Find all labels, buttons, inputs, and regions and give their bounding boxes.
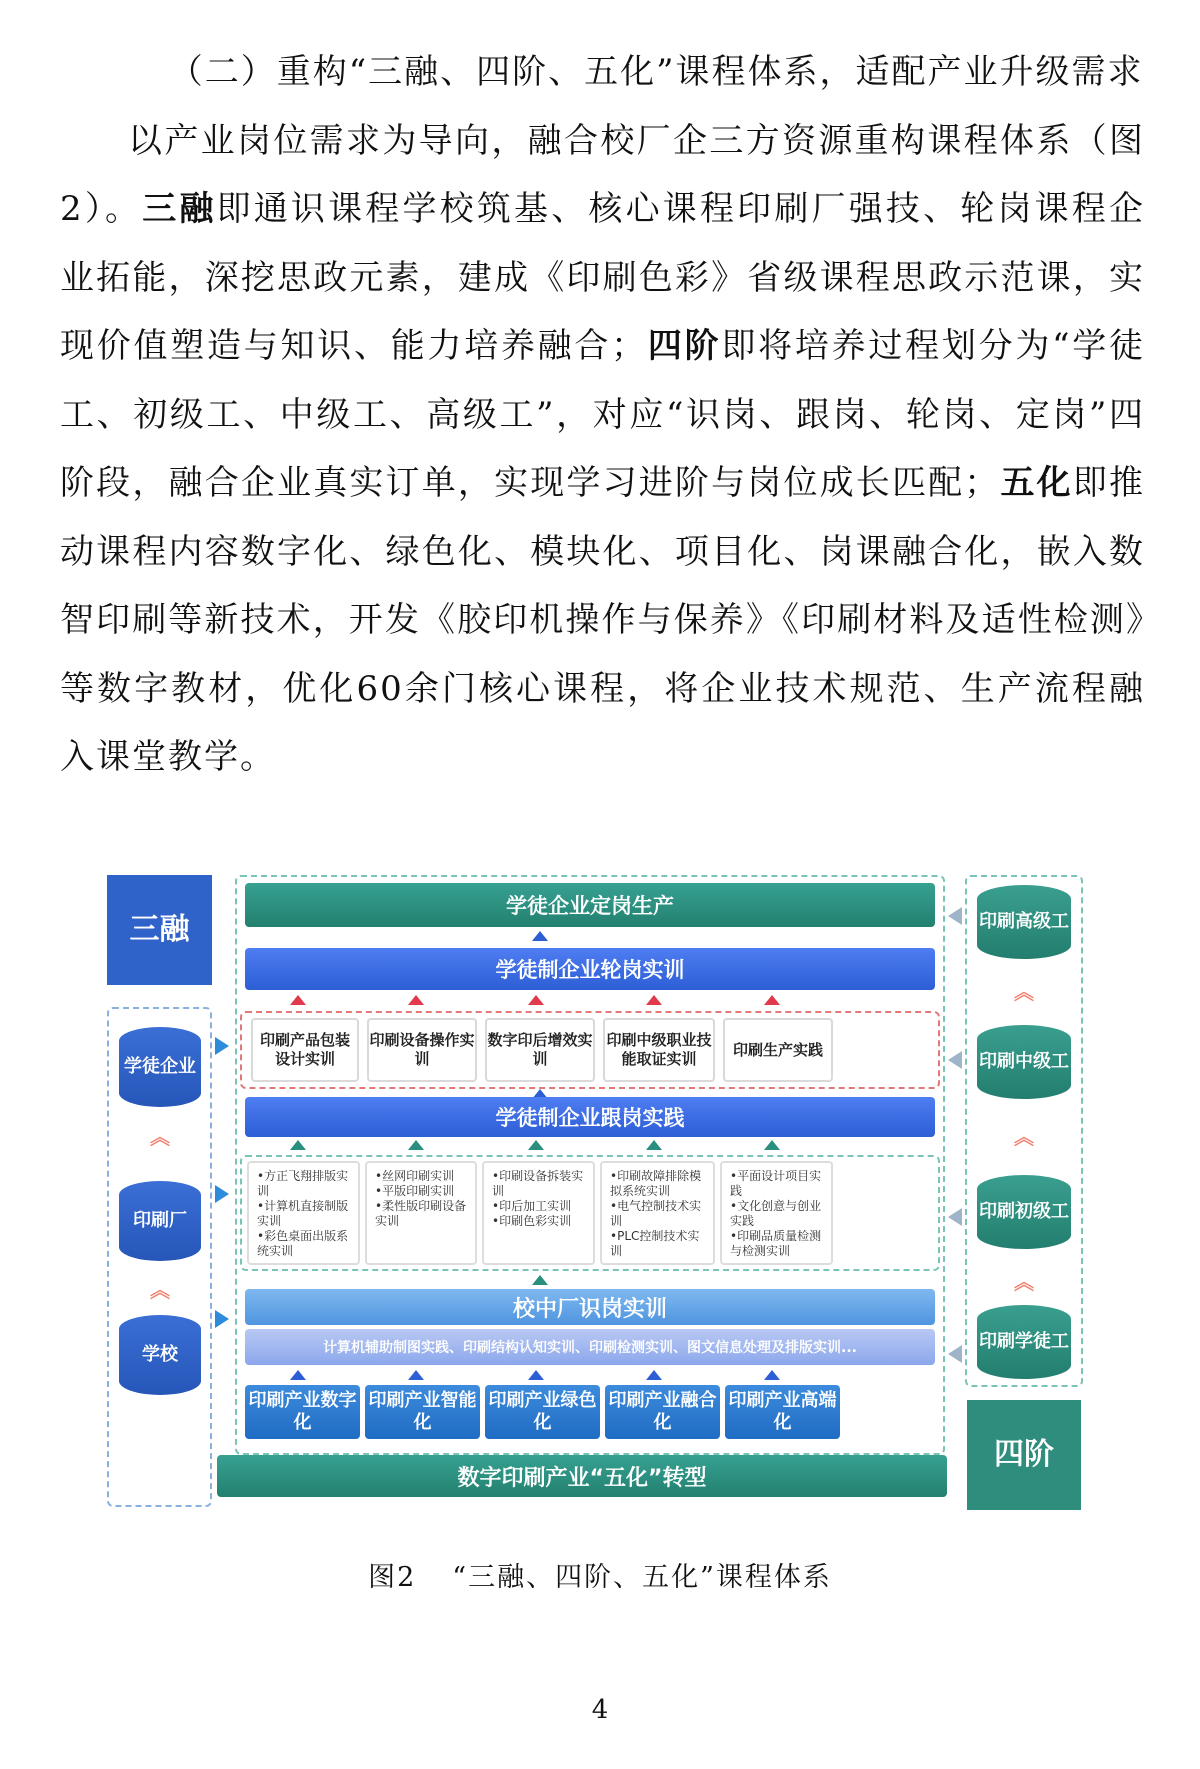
five-item: 印刷产业高端化 (725, 1385, 840, 1439)
body-text (60, 38, 1145, 792)
course-system-diagram (105, 875, 1095, 1545)
chevron-up-icon: ︽ (150, 1125, 170, 1149)
cylinder-senior-worker: 印刷高级工 (977, 885, 1071, 959)
five-item: 印刷产业智能化 (365, 1385, 480, 1439)
cylinder-printing-factory: 印刷厂 (119, 1181, 201, 1261)
cylinder-apprentice-enterprise: 学徒企业 (119, 1027, 201, 1107)
arrow-right-icon (215, 1037, 229, 1055)
school-sub-bar: 计算机辅助制图实践、印刷结构认知实训、印刷检测实训、图文信息处理及排版实训... (245, 1329, 935, 1365)
arrow-up-icon (290, 1370, 306, 1380)
five-item: 印刷产业数字化 (245, 1385, 360, 1439)
intro-text: 以产业岗位需求为导向，融合校厂企三方资源重构课程体系（图2）。 (60, 120, 1145, 229)
arrow-up-icon (408, 1370, 424, 1380)
follow-item: •方正飞翔排版实训 •计算机直接制版实训 •彩色桌面出版系统实训 (247, 1161, 360, 1265)
arrow-right-icon (215, 1310, 229, 1328)
follow-item: •印刷故障排除模拟系统实训 •电气控制技术实训 •PLC控制技术实训 (600, 1161, 715, 1265)
arrow-left-icon (948, 1051, 962, 1069)
rotation-item: 数字印后增效实训 (485, 1018, 595, 1082)
arrow-right-icon (215, 1185, 229, 1203)
sijie-text: 即将培养过程划分为“学徒工、初级工、中级工、高级工”，对应“识岗、跟岗、轮岗、定岗”四阶段，融合企业真实订单，实现学习进阶与岗位成长匹配； (60, 326, 1146, 503)
arrow-up-icon (290, 1140, 306, 1150)
caption-label: 图2 (368, 1562, 417, 1593)
chevron-up-icon: ︽ (1014, 1270, 1034, 1294)
base-bar: 数字印刷产业“五化”转型 (217, 1455, 947, 1497)
wuhua-text: 即推动课程内容数字化、绿色化、模块化、项目化、岗课融合化，嵌入数智印刷等新技术，开发《胶印机操作与保养》《印刷材料及适性检测》等数字教材，优化60余门核心课程，将企业技术规范、生产流程融入课堂教学。 (60, 463, 1146, 777)
five-item: 印刷产业融合化 (605, 1385, 720, 1439)
follow-item: •印刷设备拆装实训 •印后加工实训 •印刷色彩实训 (482, 1161, 595, 1265)
arrow-up-icon (764, 1140, 780, 1150)
rotation-item: 印刷产品包装设计实训 (251, 1018, 359, 1082)
figure-caption (0, 1555, 1200, 1594)
cylinder-intermediate-worker: 印刷中级工 (977, 1025, 1071, 1099)
arrow-up-icon (290, 995, 306, 1005)
arrow-up-icon (532, 1275, 548, 1285)
chevron-up-icon: ︽ (1014, 1125, 1034, 1149)
sanrong-text: 即通识课程学校筑基、核心课程印刷厂强技、轮岗课程企业拓能，深挖思政元素，建成《印刷色彩》省级课程思政示范课，实现价值塑造与知识、能力培养融合； (60, 189, 1145, 366)
arrow-up-icon (646, 1140, 662, 1150)
rotation-bar: 学徒制企业轮岗实训 (245, 948, 935, 990)
arrow-up-icon (646, 1370, 662, 1380)
arrow-up-icon (764, 1370, 780, 1380)
rotation-item: 印刷设备操作实训 (367, 1018, 477, 1082)
rotation-item: 印刷生产实践 (723, 1018, 833, 1082)
section-heading: （二）重构“三融、四阶、五化”课程体系，适配产业升级需求 (168, 52, 1144, 92)
arrow-up-icon (528, 1370, 544, 1380)
corner-sanrong: 三融 (107, 875, 212, 985)
cylinder-junior-worker: 印刷初级工 (977, 1175, 1071, 1249)
rotation-item: 印刷中级职业技能取证实训 (603, 1018, 715, 1082)
follow-item: •丝网印刷实训 •平版印刷实训 •柔性版印刷设备实训 (365, 1161, 477, 1265)
top-bar-fixed-post: 学徒企业定岗生产 (245, 883, 935, 927)
corner-sijie: 四阶 (967, 1400, 1081, 1510)
five-item: 印刷产业绿色化 (485, 1385, 600, 1439)
term-wuhua: 五化 (1000, 463, 1073, 503)
arrow-up-icon (408, 995, 424, 1005)
page-number: 4 (591, 1695, 609, 1725)
body-paragraph (60, 107, 1145, 792)
arrow-left-icon (948, 1208, 962, 1226)
follow-item: •平面设计项目实践 •文化创意与创业实践 •印刷品质量检测与检测实训 (720, 1161, 833, 1265)
arrow-up-icon (532, 931, 548, 941)
caption-title: “三融、四阶、五化”课程体系 (452, 1562, 832, 1593)
arrow-left-icon (948, 1345, 962, 1363)
arrow-up-icon (528, 1140, 544, 1150)
arrow-left-icon (948, 907, 962, 925)
cylinder-school: 学校 (119, 1315, 201, 1395)
arrow-up-icon (408, 1140, 424, 1150)
term-sijie: 四阶 (647, 326, 722, 366)
term-sanrong: 三融 (142, 189, 217, 229)
school-bar: 校中厂识岗实训 (245, 1289, 935, 1325)
arrow-up-icon (764, 995, 780, 1005)
chevron-up-icon: ︽ (1014, 980, 1034, 1004)
arrow-up-icon (646, 995, 662, 1005)
follow-bar: 学徒制企业跟岗实践 (245, 1097, 935, 1137)
cylinder-apprentice-worker: 印刷学徒工 (977, 1305, 1071, 1379)
chevron-up-icon: ︽ (150, 1278, 170, 1302)
arrow-up-icon (528, 995, 544, 1005)
